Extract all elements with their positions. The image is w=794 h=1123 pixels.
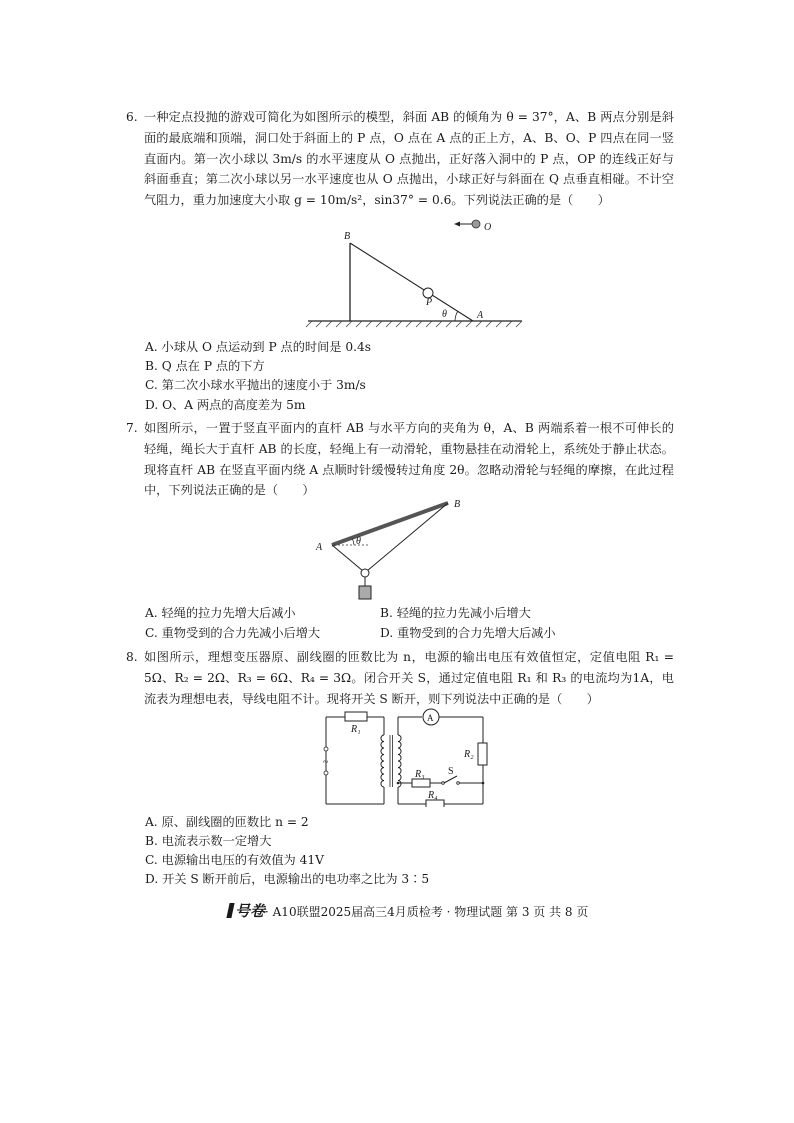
question-stem: 如图所示，理想变压器原、副线圈的匝数比为 n，电源的输出电压有效值恒定，定值电阻 R₁ = 5Ω、R₂ = 2Ω、R₃ = 6Ω、R₄ = 3Ω。闭合开关 S，通过定值电阻 R₁ 和 R₃ 的电流均为1A，电流表为理想电表，导线电阻不计。现将开关 S 断开，则下列说法中正确的是（ ） (144, 650, 674, 706)
label-r2: R₂ (464, 749, 474, 760)
rope-left (332, 545, 363, 571)
figure-incline (300, 218, 530, 328)
question-number: 8. (126, 650, 138, 664)
label-p: P (426, 297, 433, 308)
q7-option-c: C. 重物受到的合力先减小后增大 (145, 626, 321, 640)
primary-coil (381, 735, 384, 787)
label-theta: θ (442, 309, 447, 320)
question-8 (126, 647, 674, 709)
footer-logo: 号卷 (235, 902, 266, 920)
label-b: B (344, 231, 351, 242)
question-number: 7. (126, 421, 138, 435)
label-r1: R₁ (351, 724, 361, 735)
q6-option-a: A. 小球从 O 点运动到 P 点的时间是 0.4s (145, 340, 371, 354)
logo-icon (226, 903, 234, 918)
q7-option-b: B. 轻绳的拉力先减小后增大 (380, 606, 531, 620)
rope-right (367, 503, 448, 571)
q8-option-a: A. 原、副线圈的匝数比 n = 2 (145, 815, 309, 829)
figure-transformer-circuit (318, 707, 498, 807)
label-b: B (454, 499, 461, 510)
label-a: A (477, 310, 484, 321)
question-6 (126, 107, 674, 211)
label-s: S (448, 766, 454, 777)
rod-ab (332, 503, 448, 545)
resistor-r3 (412, 779, 430, 787)
resistor-r2 (478, 743, 487, 765)
question-stem: 如图所示，一置于竖直平面内的直杆 AB 与水平方向的夹角为 θ，A、B 两端系着一根不可伸长的轻绳，绳长大于直杆 AB 的长度，轻绳上有一动滑轮，重物悬挂在动滑轮上，系统处于静止状态。现将直杆 AB 在竖直平面内绕 A 点顺时针缓慢转过角度 2θ。忽略动滑轮与轻绳的摩擦，在此过程中，下列说法正确的是（ ） (144, 421, 674, 498)
q8-option-d: D. 开关 S 断开前后，电源输出的电功率之比为 3∶5 (145, 872, 430, 886)
weight (359, 586, 371, 599)
question-number: 6. (126, 110, 138, 124)
q7-option-d: D. 重物受到的合力先增大后减小 (380, 626, 556, 640)
label-ammeter: A (427, 713, 434, 723)
label-r4: R₄ (428, 790, 438, 801)
source-terminal-bottom (324, 771, 328, 775)
q6-option-c: C. 第二次小球水平抛出的速度小于 3m/s (145, 378, 366, 392)
source-terminal-top (324, 747, 328, 751)
label-source: ~ (323, 757, 329, 768)
footer-text: · A10联盟2025届高三4月质检考 · 物理试题 第 3 页 共 8 页 (265, 905, 589, 919)
label-o: O (484, 222, 492, 233)
pulley (361, 569, 369, 577)
resistor-r4 (426, 800, 444, 807)
q8-option-b: B. 电流表示数一定增大 (145, 834, 272, 848)
switch-s (444, 776, 457, 783)
figure-rod-pulley (310, 494, 480, 604)
question-stem: 一种定点投抛的游戏可简化为如图所示的模型，斜面 AB 的倾角为 θ = 37°，A、B 两点分别是斜面的最底端和顶端，洞口处于斜面上的 P 点，O 点在 A 点的正上方，A、B、O、P 四点在同一竖直面内。第一次小球以 3m/s 的水平速度从 O 点抛出，正好落入洞中的 P 点，OP 的连线正好与斜面垂直；第二次小球以另一水平速度也从 O 点抛出，小球正好与斜面在 Q 点垂直相碰。不计空气阻力，重力加速度大小取 g = 10m/s²，sin37° = 0.6。下列说法正确的是（ ） (144, 110, 674, 208)
page-footer (228, 900, 588, 921)
label-a: A (316, 542, 323, 553)
secondary-coil (398, 735, 401, 787)
label-theta: θ (356, 536, 361, 547)
q7-option-a: A. 轻绳的拉力先增大后减小 (145, 606, 296, 620)
q8-option-c: C. 电源输出电压的有效值为 41V (145, 853, 324, 867)
ball-o (472, 220, 480, 228)
resistor-r1 (345, 712, 367, 721)
incline-ab (350, 243, 473, 321)
question-7 (126, 418, 674, 501)
q6-option-d: D. O、A 两点的高度差为 5m (145, 398, 306, 412)
label-r3: R₃ (415, 769, 425, 780)
q6-option-b: B. Q 点在 P 点的下方 (145, 359, 265, 373)
